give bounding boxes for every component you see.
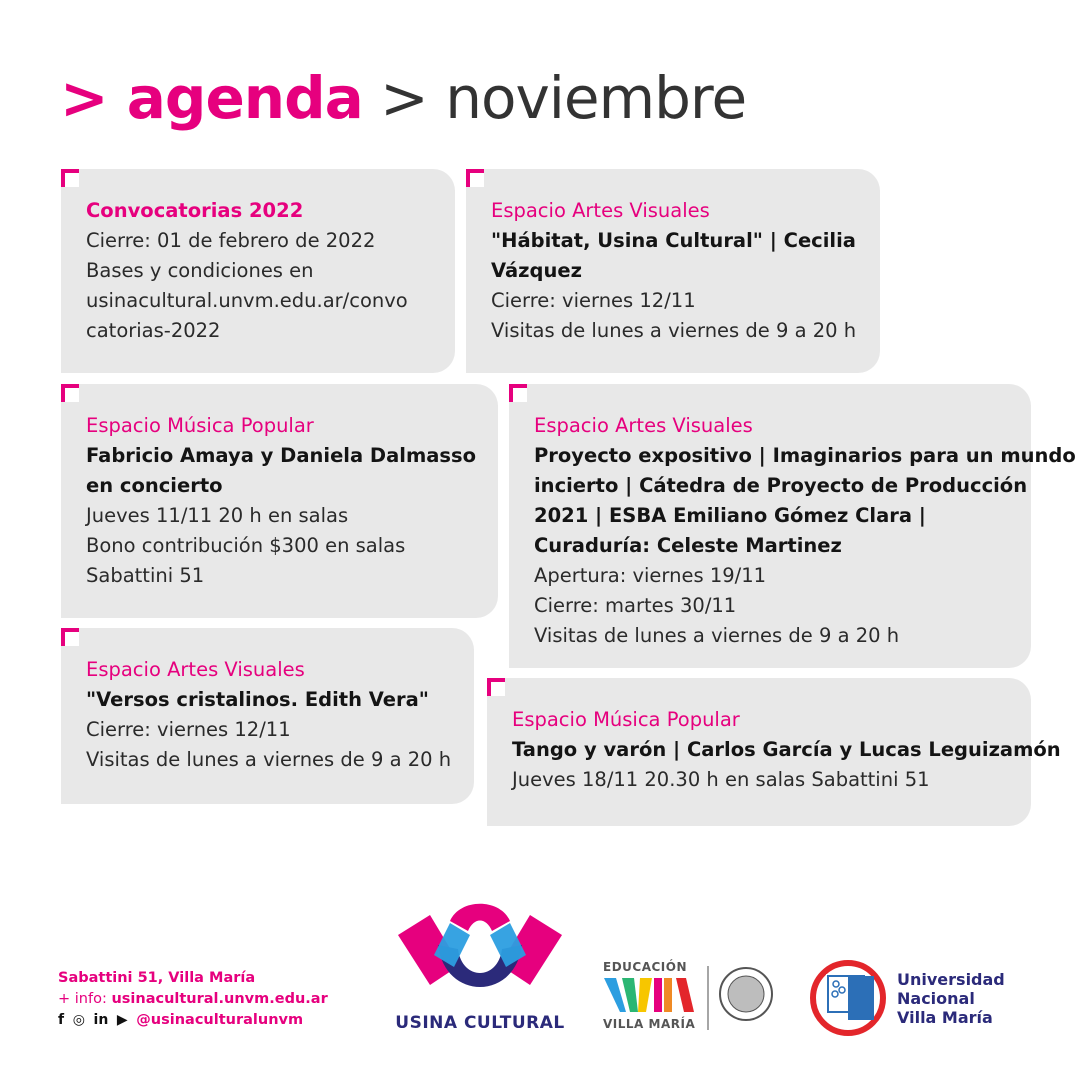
usina-cultural-label: USINA CULTURAL — [395, 1013, 565, 1033]
card-line: en concierto — [86, 474, 223, 497]
card-line: Convocatorias 2022 — [86, 199, 304, 222]
corner-bracket — [466, 169, 484, 187]
linkedin-icon[interactable]: in — [93, 1012, 109, 1028]
unvm-line-3: Villa María — [897, 1008, 993, 1027]
card-line: Cierre: viernes 12/11 — [491, 289, 696, 312]
event-card-tango — [487, 678, 1061, 826]
unvm-line-1: Universidad — [897, 970, 1005, 989]
page-title — [60, 58, 746, 138]
card-line: Espacio Música Popular — [86, 414, 314, 437]
card-line: Vázquez — [491, 259, 582, 282]
title-suffix: > noviembre — [362, 64, 747, 132]
card-line: Cierre: viernes 12/11 — [86, 718, 291, 741]
unvm-name — [897, 970, 1005, 1027]
event-card-convocatorias — [61, 169, 455, 373]
footer-social — [58, 1010, 328, 1031]
event-card-versos-cristalinos — [61, 628, 474, 804]
card-line: Espacio Artes Visuales — [534, 414, 753, 437]
unvm-logo — [808, 958, 888, 1038]
facebook-icon[interactable]: f — [58, 1012, 65, 1028]
corner-bracket — [61, 384, 79, 402]
youtube-icon[interactable]: ▶ — [116, 1012, 128, 1028]
card-line: Apertura: viernes 19/11 — [534, 564, 767, 587]
footer-info-link[interactable]: usinacultural.unvm.edu.ar — [111, 991, 328, 1007]
card-line: Visitas de lunes a viernes de 9 a 20 h — [86, 748, 452, 771]
card-line: Espacio Artes Visuales — [491, 199, 710, 222]
logo-stripe — [604, 978, 626, 1012]
card-line: Cierre: martes 30/11 — [534, 594, 737, 617]
educacion-label: EDUCACIÓN — [603, 960, 688, 974]
card-line: "Versos cristalinos. Edith Vera" — [86, 688, 429, 711]
card-line: Proyecto expositivo | Imaginarios para un mundo — [534, 444, 1076, 467]
card-line: Sabattini 51 — [86, 564, 205, 587]
card-line: Bases y condiciones en — [86, 259, 314, 282]
card-line: Bono contribución $300 en salas — [86, 534, 406, 557]
card-line: Visitas de lunes a viernes de 9 a 20 h — [491, 319, 857, 342]
footer-contact — [58, 968, 328, 1031]
card-line: usinacultural.unvm.edu.ar/convo — [86, 289, 408, 312]
card-line: Cierre: 01 de febrero de 2022 — [86, 229, 376, 252]
logo-top-arc — [450, 904, 510, 931]
title-prefix: > agenda — [60, 64, 363, 132]
logo-stripe — [664, 978, 672, 1012]
card-line: Espacio Música Popular — [512, 708, 740, 731]
corner-bracket — [487, 678, 505, 696]
logo-stripe — [654, 978, 662, 1012]
card-line: Visitas de lunes a viernes de 9 a 20 h — [534, 624, 900, 647]
footer-info-label: + info: — [58, 991, 112, 1007]
card-line: Curaduría: Celeste Martinez — [534, 534, 842, 557]
event-card-concierto — [61, 384, 498, 618]
card-line: 2021 | ESBA Emiliano Gómez Clara | — [534, 504, 926, 527]
logo-stripe — [638, 978, 652, 1012]
card-line: Tango y varón | Carlos García y Lucas Leguizamón — [512, 738, 1061, 761]
unvm-line-2: Nacional — [897, 989, 975, 1008]
event-card-proyecto-expositivo — [509, 384, 1076, 668]
card-line: Jueves 18/11 20.30 h en salas Sabattini 51 — [512, 768, 930, 791]
villa-maria-label: VILLA MARÍA — [603, 1017, 696, 1031]
footer-address: Sabattini 51, Villa María — [58, 970, 256, 986]
card-line: "Hábitat, Usina Cultural" | Cecilia — [491, 229, 856, 252]
logo-stripe — [676, 978, 694, 1012]
unvm-block — [848, 976, 874, 1020]
instagram-icon[interactable]: ◎ — [72, 1012, 85, 1028]
card-line: Jueves 11/11 20 h en salas — [86, 504, 349, 527]
footer-info — [58, 989, 328, 1010]
card-line: Fabricio Amaya y Daniela Dalmasso — [86, 444, 477, 467]
footer-handle[interactable]: @usinaculturalunvm — [136, 1012, 304, 1028]
event-card-habitat — [466, 169, 880, 373]
card-line: incierto | Cátedra de Proyecto de Producción — [534, 474, 1028, 497]
seal-inner — [728, 976, 764, 1012]
card-line: catorias-2022 — [86, 319, 221, 342]
corner-bracket — [509, 384, 527, 402]
corner-bracket — [61, 628, 79, 646]
corner-bracket — [61, 169, 79, 187]
card-line: Espacio Artes Visuales — [86, 658, 305, 681]
